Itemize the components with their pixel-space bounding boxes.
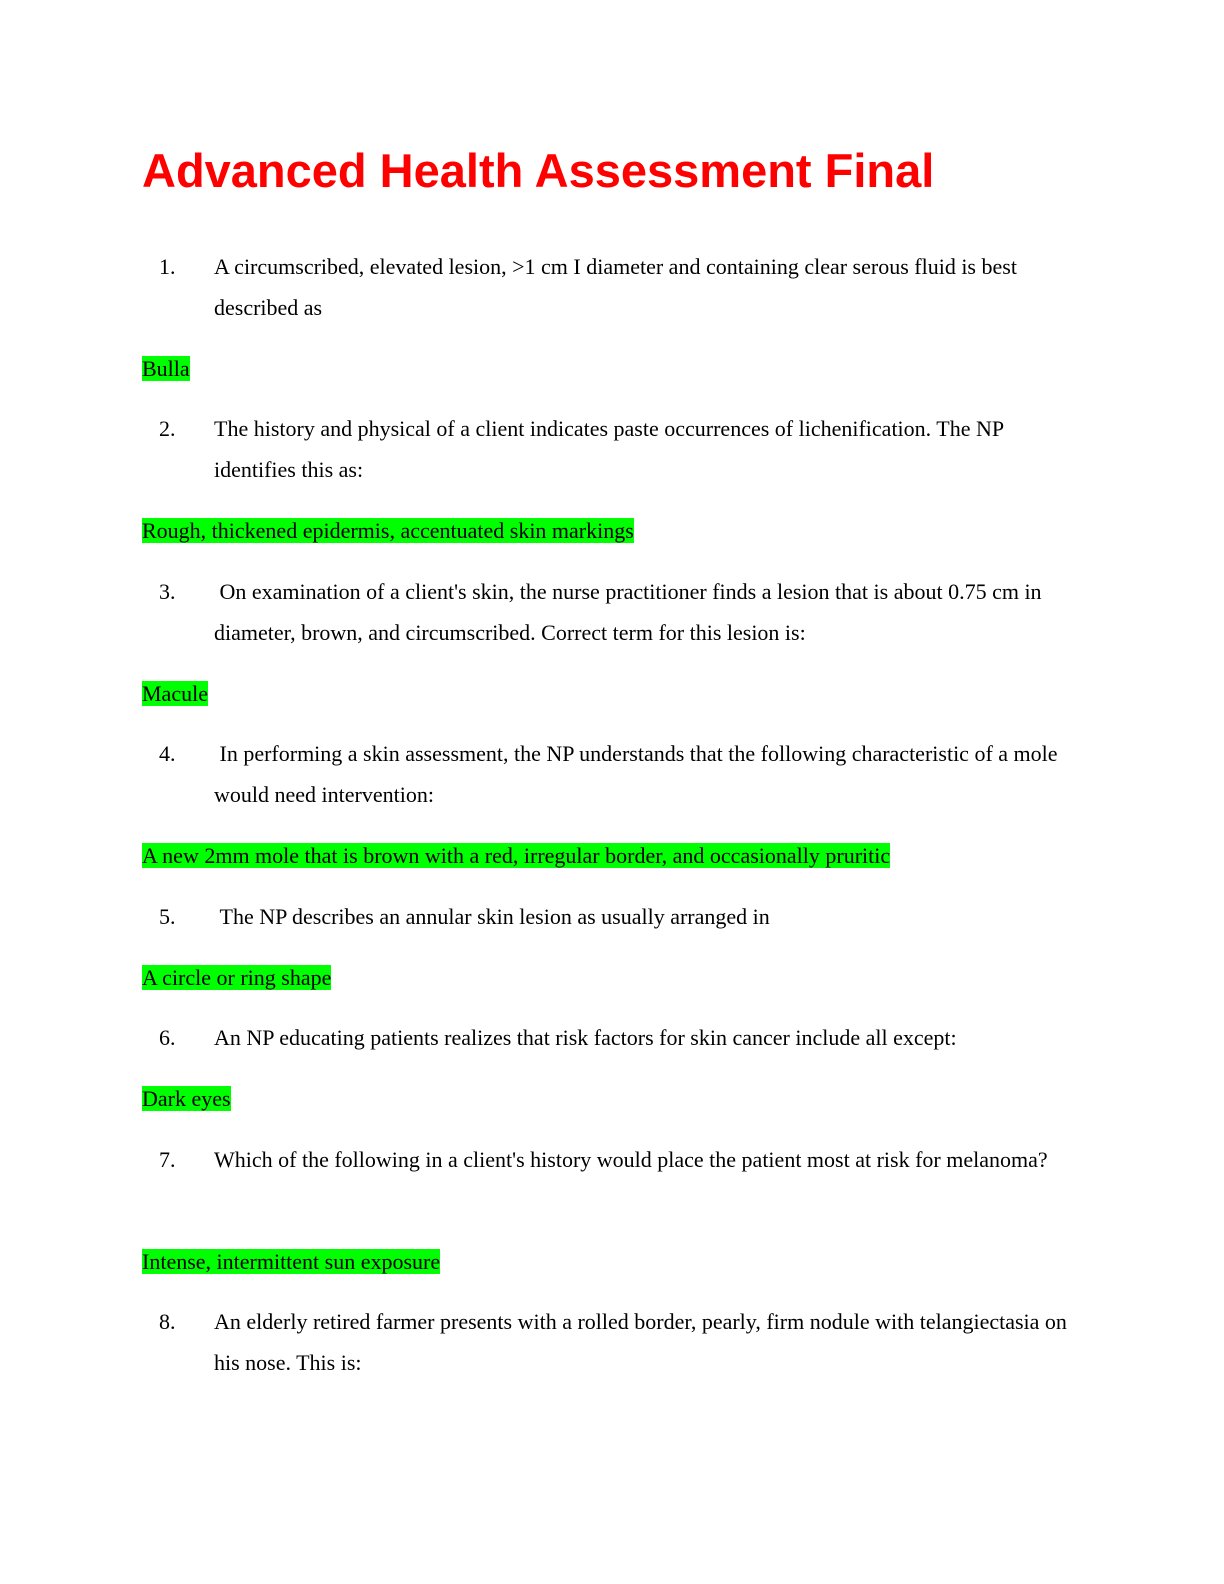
- question-7: [142, 1139, 1082, 1180]
- answer-1: [142, 355, 190, 382]
- question-text: An NP educating patients realizes that risk factors for skin cancer include all except:: [214, 1025, 957, 1050]
- answer-highlight: Macule: [142, 681, 208, 706]
- question-text: An elderly retired farmer presents with a rolled border, pearly, firm nodule with telangiectasia on his nose. This is:: [214, 1309, 1067, 1375]
- answer-highlight: A circle or ring shape: [142, 965, 332, 990]
- question-text: The NP describes an annular skin lesion as usually arranged in: [214, 904, 770, 929]
- answer-highlight: Bulla: [142, 356, 190, 381]
- question-2: [142, 408, 1082, 490]
- answer-7: [142, 1248, 440, 1275]
- answer-2: [142, 517, 634, 544]
- document-title: Advanced Health Assessment Final: [142, 144, 935, 197]
- question-3: [142, 571, 1082, 653]
- question-text: On examination of a client's skin, the nurse practitioner finds a lesion that is about 0.75 cm in diameter, brown, and circumscribed. Correct term for this lesion is:: [214, 579, 1048, 645]
- question-number: 4.: [159, 741, 176, 766]
- answer-highlight: Dark eyes: [142, 1086, 231, 1111]
- answer-5: [142, 964, 331, 991]
- question-number: 2.: [159, 416, 176, 441]
- answer-highlight: A new 2mm mole that is brown with a red, irregular border, and occasionally pruritic: [142, 843, 891, 868]
- question-1: [142, 246, 1082, 328]
- question-number: 8.: [159, 1309, 176, 1334]
- question-text: Which of the following in a client's history would place the patient most at risk for melanoma?: [214, 1147, 1048, 1172]
- question-6: [142, 1017, 1082, 1058]
- question-number: 3.: [159, 579, 176, 604]
- question-number: 1.: [159, 254, 176, 279]
- question-number: 6.: [159, 1025, 176, 1050]
- question-text: The history and physical of a client indicates paste occurrences of lichenification. The NP identifies this as:: [214, 416, 1004, 482]
- answer-6: [142, 1085, 231, 1112]
- question-4: [142, 733, 1082, 815]
- answer-highlight: Rough, thickened epidermis, accentuated skin markings: [142, 518, 634, 543]
- answer-3: [142, 680, 208, 707]
- question-number: 5.: [159, 904, 176, 929]
- question-text: In performing a skin assessment, the NP understands that the following characteristic of a mole would need intervention:: [214, 741, 1064, 807]
- question-number: 7.: [159, 1147, 176, 1172]
- question-8: [142, 1301, 1082, 1383]
- question-text: A circumscribed, elevated lesion, >1 cm I diameter and containing clear serous fluid is best described as: [214, 254, 1017, 320]
- question-5: [142, 896, 1082, 937]
- answer-4: [142, 842, 890, 869]
- answer-highlight: Intense, intermittent sun exposure: [142, 1249, 441, 1274]
